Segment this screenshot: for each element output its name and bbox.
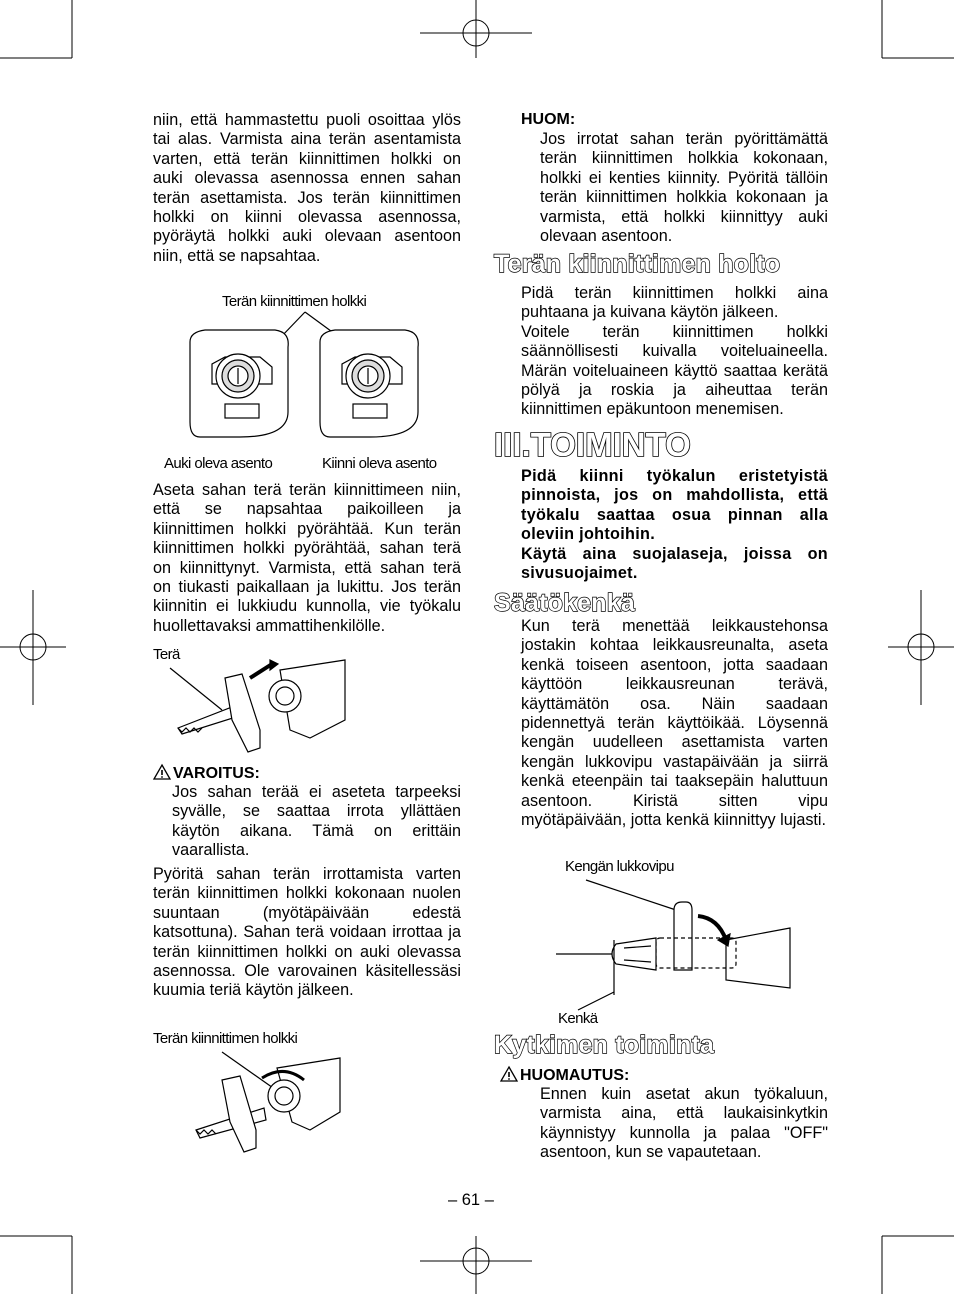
operation-heading xyxy=(494,426,691,464)
figure1-label-open: Auki oleva asento xyxy=(164,455,273,472)
warning-text: Jos sahan terää ei aseteta tarpeeksi syvälle, se saattaa irrota yllättäen käytön aikana. Tämä on erittäin vaarallista. xyxy=(172,783,461,860)
caution-heading: HUOMAUTUS: xyxy=(500,1066,629,1085)
maintenance-text: Pidä terän kiinnittimen holkki aina puhtaana ja kuivana käytön jälkeen. Voitele terän kiinnittimen holkki säännöllisesti kuivalla voiteluaineella. Märän voiteluaineen käyttö saattaa kerätä pölyä ja roskia ja aiheuttaa terän kiinnittimen epäkuntoon menemisen. xyxy=(521,284,828,419)
warning-triangle-icon xyxy=(500,1066,518,1082)
remove-blade-paragraph: Pyöritä sahan terän irrottamista varten terän kiinnittimen holkki kokonaan nuolen suuntaan (myötäpäivään edestä katsottuna). Sahan terä voidaan irrottaa ja terän kiinnittimen holkki on auki olevassa asennossa. Ole varovainen käsitellessäsi kuumia teriä käytön jälkeen. xyxy=(153,865,461,1000)
page-number: – 61 – xyxy=(448,1191,494,1209)
operation-heading-number: III. xyxy=(494,426,531,463)
caution-text: Ennen kuin asetat akun työkaluun, varmista aina, että laukaisinkytkin käynnistyy kunnolla ja palaa "OFF" asentoon, kun se vapautetaan. xyxy=(540,1085,828,1162)
figure1-label-closed: Kiinni oleva asento xyxy=(322,455,437,472)
warning-triangle-icon xyxy=(153,764,171,780)
blade-insert-figure xyxy=(170,660,345,760)
maintenance-heading: Terän kiinnittimen holto xyxy=(494,250,781,278)
blade-clamp-positions-figure xyxy=(180,312,440,432)
warning-heading: VAROITUS: xyxy=(153,764,260,783)
figure4-label-shoe: Kenkä xyxy=(558,1010,598,1027)
shoe-text: Kun terä menettää leikkaustehonsa jostakin kohtaa leikkausreunalta, aseta kenkä toiseen asentoon, jotta saadaan käyttöön leikkausreunan terävä, käyttämätön osa. Näin saadaan pidennettyä terän käyttöikää. Löysennä kengän uudelleen asettamista varten kengän lukkovipu vastapäivään ja siirrä kenkä eteenpäin tai taaksepäin haluttuun asentoon. Kiristä sitten vipu myötäpäivään, jotta kenkä kiinnittyy lujasti. xyxy=(521,617,828,830)
figure1-label-sleeve: Terän kiinnittimen holkki xyxy=(222,293,367,310)
figure2-label-blade: Terä xyxy=(153,646,180,663)
shoe-lock-lever-figure xyxy=(556,880,796,1010)
insert-blade-paragraph: Aseta sahan terä terän kiinnittimeen niin, että se napsahtaa paikoilleen ja kiinnittimen holkki pyörähtää. Kun terän kiinnittimen holkki pyörähtää, sahan terä on kiinnittynyt. Varmista, että sahan terä on tiukasti paikallaan ja lukittu. Jos terän kiinnitin ei lukkiudu kunnolla, vie työkalu huollettavaksi ammattihenkilölle. xyxy=(153,481,461,635)
intro-paragraph: niin, että hammastettu puoli osoittaa ylös tai alas. Varmista aina terän asentamista varten, että terän kiinnittimen holkki on auki olevassa asennossa ennen sahan terän asettamista. Jos terän kiinnittimen holkki on kiinni olevassa asennossa, pyöräytä holkki auki olevaan asentoon niin, että se napsahtaa. xyxy=(153,111,461,265)
operation-safety-text: Pidä kiinni työkalun eristetyistä pinnoista, jos on mahdollista, että työkalu saattaa osua pinnan alla oleviin johtoihin. Käytä aina suojalaseja, joissa on sivusuojaimet. xyxy=(521,467,828,583)
switch-heading: Kytkimen toiminta xyxy=(494,1031,715,1059)
figure4-label-lever: Kengän lukkovipu xyxy=(565,858,674,875)
blade-remove-figure xyxy=(192,1050,342,1155)
figure3-label-sleeve: Terän kiinnittimen holkki xyxy=(153,1030,298,1047)
operation-heading-title: TOIMINTO xyxy=(530,426,691,463)
shoe-heading: Säätökenkä xyxy=(494,589,635,617)
note-text: Jos irrotat sahan terän pyörittämättä terän kiinnittimen holkkia kokonaan, holkki ei kenties kiinnity. Pyöritä tällöin terän kiinnittimen holkkia kokonaan ja varmista, että holkki kiinnittyy auki olevaan asentoon. xyxy=(540,130,828,246)
note-heading: HUOM: xyxy=(521,111,576,128)
